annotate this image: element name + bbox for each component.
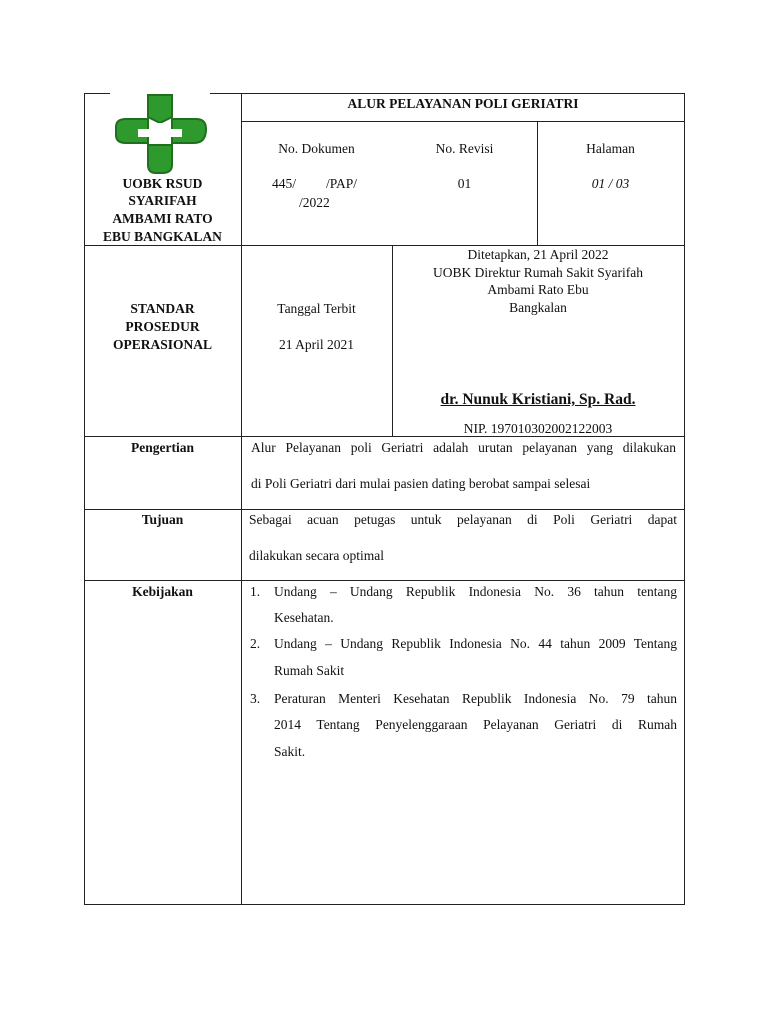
approval-line-1: Ditetapkan, 21 April 2022 (467, 247, 609, 262)
table-border-right (684, 93, 685, 905)
signatory-name: dr. Nunuk Kristiani, Sp. Rad. (440, 391, 636, 408)
kebijakan-item-3-line-3: Sakit. (274, 744, 306, 759)
kebijakan-item-3-num: 3. (250, 691, 261, 706)
institution-line-3: AMBAMI RATO (112, 211, 213, 226)
institution-line-2: SYARIFAH (128, 193, 197, 208)
doc-no-part-3: /2022 (299, 195, 330, 210)
document-title: ALUR PELAYANAN POLI GERIATRI (347, 96, 579, 111)
kebijakan-item-2-line-2: Rumah Sakit (274, 663, 345, 678)
tujuan-label: Tujuan (141, 512, 184, 527)
doc-no-part-2: /PAP/ (326, 176, 358, 191)
column-divider-main (241, 93, 242, 905)
sop-label-line-2: PROSEDUR (125, 319, 200, 334)
kebijakan-item-1-num: 1. (250, 584, 261, 599)
logo-leaf-bottom (148, 145, 172, 173)
doc-no-part-1: 445/ (272, 176, 297, 191)
logo-leaf-top (148, 95, 172, 123)
sop-label-line-1: STANDAR (130, 301, 195, 316)
issue-date-label: Tanggal Terbit (277, 301, 356, 316)
tujuan-line-1: Sebagai acuan petugas untuk pelayanan di Poli Geriatri dapat (249, 512, 677, 527)
institution-line-4: EBU BANGKALAN (103, 229, 222, 244)
institution-line-1: UOBK RSUD (122, 176, 203, 191)
table-border-bottom (84, 904, 685, 905)
page-label: Halaman (586, 141, 635, 156)
approval-line-3: Ambami Rato Ebu (487, 282, 589, 297)
revision-label: No. Revisi (435, 141, 494, 156)
row-divider-3 (84, 509, 685, 510)
kebijakan-item-1-line-2: Kesehatan. (274, 610, 334, 625)
pengertian-line-1: Alur Pelayanan poli Geriatri adalah urutan pelayanan yang dilakukan (251, 440, 676, 455)
pengertian-line-2: di Poli Geriatri dari mulai pasien dating berobat sampai selesai (251, 476, 591, 491)
tujuan-line-2: dilakukan secara optimal (249, 548, 384, 563)
revision-value: 01 (457, 176, 472, 191)
kebijakan-label: Kebijakan (132, 584, 193, 599)
hospital-logo-icon (110, 93, 210, 175)
approval-line-2: UOBK Direktur Rumah Sakit Syarifah (433, 265, 643, 280)
kebijakan-item-1-line-1: Undang – Undang Republik Indonesia No. 36 tahun tentang (274, 584, 677, 599)
issue-date-value: 21 April 2021 (278, 337, 354, 352)
signatory-nip: NIP. 197010302002122003 (463, 421, 613, 436)
kebijakan-item-2-num: 2. (250, 636, 261, 651)
kebijakan-item-3-line-1: Peraturan Menteri Kesehatan Republik Indonesia No. 79 tahun (274, 691, 677, 706)
kebijakan-item-2-line-1: Undang – Undang Republik Indonesia No. 44 tahun 2009 Tentang (274, 636, 677, 651)
page-value: 01 / 03 (591, 176, 630, 191)
doc-no-label: No. Dokumen (278, 141, 355, 156)
pengertian-label: Pengertian (131, 440, 194, 455)
sop-label-line-3: OPERASIONAL (112, 337, 212, 352)
title-divider (241, 121, 685, 122)
kebijakan-item-3-line-2: 2014 Tentang Penyelenggaraan Pelayanan Geriatri di Rumah (274, 717, 677, 732)
row-divider-4 (84, 580, 685, 581)
approval-line-4: Bangkalan (509, 300, 567, 315)
